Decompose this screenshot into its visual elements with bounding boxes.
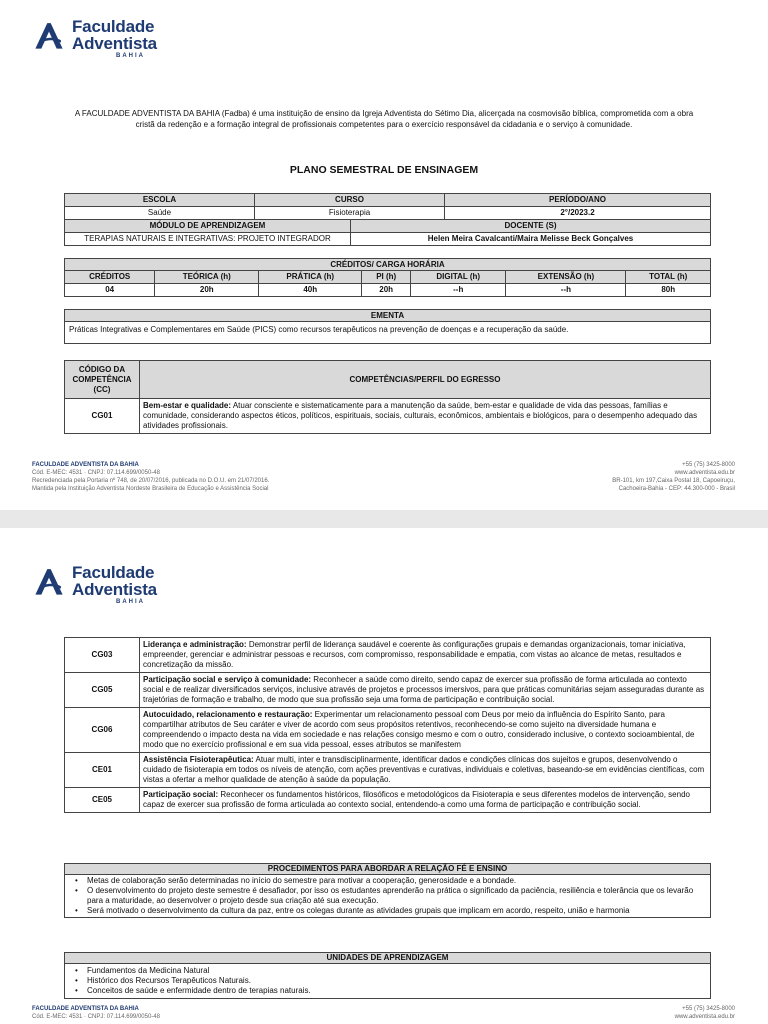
unidades-header: UNIDADES DE APRENDIZAGEM: [65, 953, 711, 964]
competencia-code: CG01: [65, 399, 140, 434]
document-title: PLANO SEMESTRAL DE ENSINAGEM: [289, 164, 479, 176]
creditos-label-5: EXTENSÃO (h): [506, 271, 626, 284]
logo-line2: Adventista: [72, 580, 157, 599]
creditos-value-6: 80h: [626, 284, 711, 297]
competencia-row: [65, 673, 711, 708]
footer-name: FACULDADE ADVENTISTA DA BAHIA: [32, 1006, 139, 1012]
creditos-header: CRÉDITOS/ CARGA HORÁRIA: [65, 259, 711, 271]
curso-label: CURSO: [255, 194, 445, 207]
competencia-code: CG05: [65, 673, 140, 708]
ementa-table: [64, 309, 711, 344]
creditos-label-0: CRÉDITOS: [65, 271, 155, 284]
competencia-text: Reconhecer a saúde como direito, sendo capaz de exercer sua profissão de forma articulada ao contexto social e de realizar diversificados serviços, inclusive através de projetos e processos imersivos, para que práticas comunitárias sejam asseguradas durante as trajetórias de formação e trabalho, de modo que sua profissão seja uma forma de participação e contribuição social.: [143, 675, 705, 704]
competencia-title: Participação social:: [143, 790, 219, 799]
footer-city: Cachoeira-Bahia - CEP: 44.300-000 - Brasil: [618, 486, 735, 492]
competencia-perfil-header: COMPETÊNCIAS/PERFIL DO EGRESSO: [140, 361, 711, 399]
unidades-list: [67, 966, 708, 996]
creditos-value-5: --h: [506, 284, 626, 297]
modulo-value: TERAPIAS NATURAIS E INTEGRATIVAS: PROJETO INTEGRADOR: [65, 233, 351, 246]
competencia-row: [65, 788, 711, 813]
competencia-title: Liderança e administração:: [143, 640, 247, 649]
footer-phone: +55 (75) 3425-8000: [682, 462, 735, 468]
competencia-row: [65, 399, 711, 434]
competencia-text: Demonstrar perfil de liderança saudável e coerente às configurações grupais e demandas organizacionais, tomar iniciativa, empreender, gerenciar e administrar pessoas e recursos, com compromisso, responsabilidade e empatia, com vistas ao alcance de metas, resultados e concretização da missão.: [143, 640, 686, 669]
list-item: • O desenvolvimento do projeto deste semestre é desafiador, por isso os estudantes aprenderão na prática o significado da paciência, resiliência e tolerância que os levarão para a maturidade, ao desenvolver o projeto desde sua criação até sua execução.: [67, 886, 708, 906]
competencia-title: Bem-estar e qualidade:: [143, 401, 232, 410]
footer-name: FACULDADE ADVENTISTA DA BAHIA: [32, 462, 139, 468]
footer-phone: +55 (75) 3425-8000: [682, 1006, 735, 1012]
logo-line2: Adventista: [72, 34, 157, 53]
creditos-value-4: --h: [411, 284, 506, 297]
competencia-title: Autocuidado, relacionamento e restauração:: [143, 710, 313, 719]
competencia-text: Reconhecer os fundamentos históricos, filosóficos e metodológicos da Fisioterapia e seus diferentes modelos de intervenção, sendo capaz de exercer sua profissão de forma articulada ao contexto social, entendendo-a como uma forma de participação e contribuição social.: [143, 790, 690, 809]
institution-logo: [32, 564, 157, 606]
creditos-label-3: PI (h): [362, 271, 411, 284]
footer-line3: Recredenciada pela Portaria nº 748, de 20/07/2016, publicada no D.O.U. em 21/07/2016.: [32, 478, 270, 484]
unidades-table: [64, 952, 711, 999]
creditos-value-0: 04: [65, 284, 155, 297]
procedimentos-table: [64, 863, 711, 918]
document-page-2: [0, 528, 768, 1024]
module-table: [64, 219, 711, 246]
competencia-code: CG06: [65, 708, 140, 753]
competencia-text: Atuar multi, inter e transdisciplinarmente, identificar dados e condições clínicas dos sujeitos e grupos, desenvolvendo o cuidado de fisioterapia em todos os níveis de atenção, com ações preventivas e curativas, individuais e coletivas, baseando-se em evidências científicas, com vistas a ofertar a melhor qualidade de atenção à saúde da população.: [143, 755, 705, 784]
info-table: [64, 193, 711, 220]
escola-value: Saúde: [65, 207, 255, 220]
footer-address: BR-101, km 197,Caixa Postal 18, Capoeiruçu,: [612, 478, 735, 484]
periodo-value: 2°/2023.2: [445, 207, 711, 220]
institution-intro: A FACULDADE ADVENTISTA DA BAHIA (Fadba) é uma instituição de ensino da Igreja Adventista do Sétimo Dia, alicerçada na cosmovisão bíblica, comprometida com a obra cristã da redenção e a formação integral de profissionais competentes para o exercício responsável da cidadania e o serviço à comunidade.: [74, 109, 694, 129]
escola-label: ESCOLA: [65, 194, 255, 207]
list-item: • Metas de colaboração serão determinadas no início do semestre para motivar a cooperação, generosidade e a bondade.: [67, 876, 708, 886]
docente-value: Helen Meira Cavalcanti/Maira Melisse Beck Gonçalves: [351, 233, 711, 246]
competencia-code: CE05: [65, 788, 140, 813]
creditos-value-1: 20h: [155, 284, 259, 297]
competencia-row: [65, 753, 711, 788]
creditos-label-6: TOTAL (h): [626, 271, 711, 284]
competencia-code: CE01: [65, 753, 140, 788]
list-item: • Fundamentos da Medicina Natural: [67, 966, 708, 976]
footer-site[interactable]: www.adventista.edu.br: [674, 470, 735, 476]
ementa-header: EMENTA: [65, 310, 711, 322]
competencia-row: [65, 638, 711, 673]
competencia-code-header: CÓDIGO DA COMPETÊNCIA (CC): [65, 361, 140, 399]
creditos-value-3: 20h: [362, 284, 411, 297]
footer-line4: Mantida pela Instituição Adventista Nordeste Brasileira de Educação e Assistência Social: [32, 486, 269, 492]
procedimentos-list: [67, 876, 708, 916]
institution-logo: [32, 18, 157, 60]
competencias-table-continued: [64, 637, 711, 813]
logo-line1: Faculdade: [72, 563, 155, 582]
document-page-1: [0, 0, 768, 510]
creditos-label-4: DIGITAL (h): [411, 271, 506, 284]
creditos-label-2: PRÁTICA (h): [259, 271, 362, 284]
curso-value: Fisioterapia: [255, 207, 445, 220]
logo-line1: Faculdade: [72, 17, 155, 36]
logo-line3: BAHIA: [116, 53, 145, 59]
footer-site[interactable]: www.adventista.edu.br: [674, 1014, 735, 1020]
logo-flame-icon: [32, 18, 66, 52]
competencia-title: Participação social e serviço à comunidade:: [143, 675, 312, 684]
modulo-label: MÓDULO DE APRENDIZAGEM: [65, 220, 351, 233]
competencia-title: Assistência Fisioterapêutica:: [143, 755, 254, 764]
creditos-value-2: 40h: [259, 284, 362, 297]
competencia-code: CG03: [65, 638, 140, 673]
creditos-label-1: TEÓRICA (h): [155, 271, 259, 284]
creditos-table: [64, 258, 711, 297]
list-item: • Será motivado o desenvolvimento da cultura da paz, entre os colegas durante as atividades grupais que implicam em acordo, respeito, união e harmonia: [67, 906, 708, 916]
logo-flame-icon: [32, 564, 66, 598]
competencia-text: Atuar consciente e sistematicamente para a manutenção da saúde, bem-estar e qualidade de vida das pessoas, famílias e comunidade, considerando aspectos éticos, políticos, espirituais, sociais, culturais, econômicos, ambientais e biológicos, para o desempenho adequado das atividades profissionais.: [143, 401, 698, 430]
list-item: • Histórico dos Recursos Terapêuticos Naturais.: [67, 976, 708, 986]
periodo-label: PERÍODO/ANO: [445, 194, 711, 207]
footer-line2: Cód. E-MEC: 4531 · CNPJ: 07.114.699/0050-48: [32, 1014, 160, 1020]
competencia-text: Experimentar um relacionamento pessoal com Deus por meio da influência do Espírito Santo, para compartilhar atributos de Seu caráter e viver de acordo com seus propósitos retentivos, reconhecendo-se como sujeito na diversidade humana e compreendendo o impacto desta na vida em sociedade e nas relações consigo mesmo e com o outro, considerado inclusive, o contexto socioambiental, de modo que no exercício profissional e em sua vida pessoal, esses atributos se manifestem: [143, 710, 695, 749]
list-item: • Conceitos de saúde e enfermidade dentro de terapias naturais.: [67, 986, 708, 996]
ementa-text: Práticas Integrativas e Complementares em Saúde (PICS) como recursos terapêuticos na prevenção de doenças e a recuperação da saúde.: [65, 322, 711, 344]
competencias-table: [64, 360, 711, 434]
procedimentos-header: PROCEDIMENTOS PARA ABORDAR A RELAÇÃO FÉ E ENSINO: [65, 864, 711, 875]
logo-line3: BAHIA: [116, 599, 145, 605]
footer-line2: Cód. E-MEC: 4531 · CNPJ: 07.114.699/0050-48: [32, 470, 160, 476]
docente-label: DOCENTE (S): [351, 220, 711, 233]
competencia-row: [65, 708, 711, 753]
